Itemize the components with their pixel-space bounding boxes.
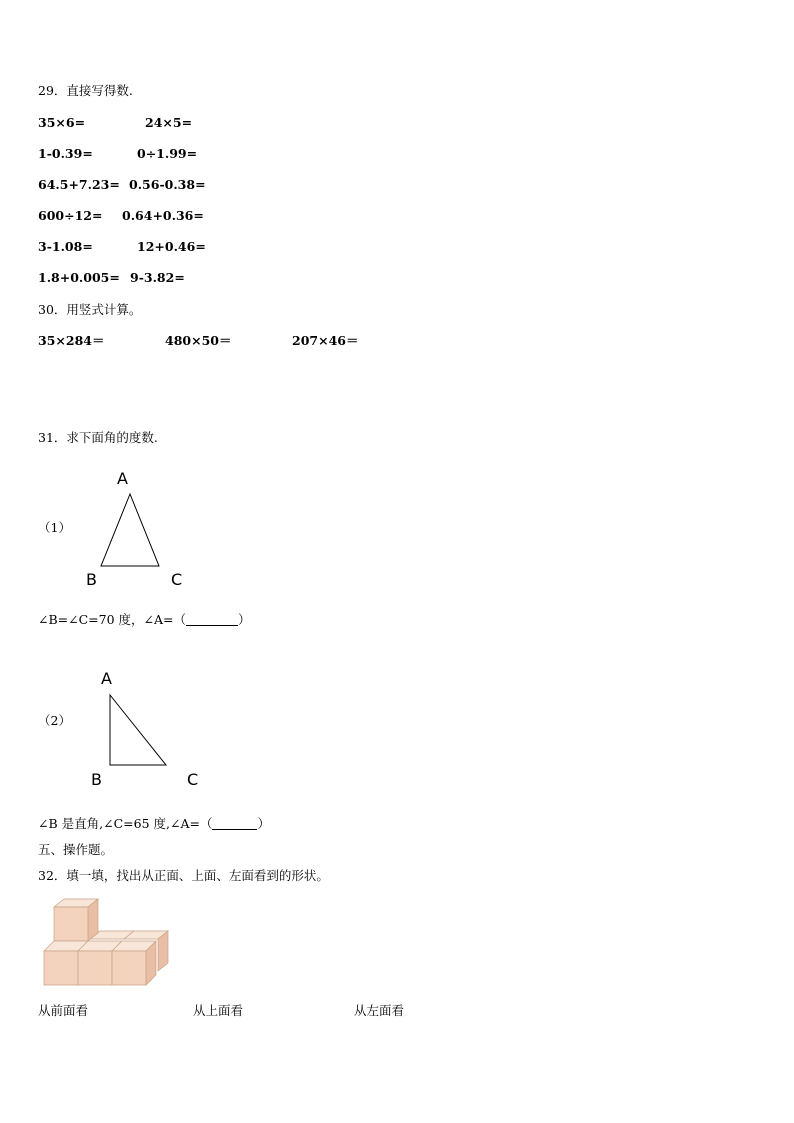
q31-part1-close: ）: [238, 612, 251, 627]
q29-r2-left: 1-0.39=: [38, 146, 93, 161]
q31-part2-text: ∠B 是直角,∠C=65 度,∠A=（: [38, 816, 213, 831]
triangle-1-vertex-a: A: [117, 469, 128, 488]
q31-part1-label: （1）: [38, 520, 71, 535]
q32-title: 32．填一填，找出从正面、上面、左面看到的形状。: [38, 868, 329, 883]
view-front-label: 从前面看: [38, 1003, 89, 1018]
triangle-1-vertex-c: C: [171, 570, 183, 589]
q29-r5-left: 3-1.08=: [38, 239, 93, 254]
view-top-label: 从上面看: [193, 1003, 244, 1018]
q29-r6-left: 1.8+0.005=: [38, 270, 120, 285]
cube-stack: [44, 899, 168, 985]
triangle-2-vertex-a: A: [101, 669, 112, 688]
q31-part1-question: [38, 612, 251, 628]
q29-r3-left: 64.5+7.23=: [38, 177, 120, 192]
q29-r4-left: 600÷12=: [38, 208, 103, 223]
q29-r5-right: 12+0.46=: [137, 239, 206, 254]
q31-part1-text: ∠B=∠C=70 度，∠A=（: [38, 612, 186, 627]
q29-r2-right: 0÷1.99=: [137, 146, 198, 161]
section5-title: 五、操作题。: [38, 842, 114, 857]
triangle-1: [101, 494, 159, 566]
q31-part2-question: [38, 816, 270, 832]
cube-stack-figure: [42, 897, 172, 989]
triangle-2: [110, 695, 166, 765]
q30-item-3: 207×46＝: [292, 333, 359, 348]
q30-item-1: 35×284＝: [38, 333, 105, 348]
q29-r3-right: 0.56-0.38=: [129, 177, 206, 192]
triangle-2-vertex-b: B: [91, 770, 102, 789]
q31-part2-label: （2）: [38, 713, 71, 728]
q31-title: 31．求下面角的度数.: [38, 430, 158, 445]
triangle-2-vertex-c: C: [187, 770, 199, 789]
q31-part2-close: ）: [257, 816, 270, 831]
q29-r6-right: 9-3.82=: [130, 270, 185, 285]
q29-r1-right: 24×5=: [145, 115, 193, 130]
q29-title: 29．直接写得数.: [38, 83, 133, 98]
q29-r1-left: 35×6=: [38, 115, 86, 130]
q30-item-2: 480×50＝: [165, 333, 232, 348]
q29-r4-right: 0.64+0.36=: [122, 208, 204, 223]
q31-part1-answer-blank[interactable]: [186, 613, 238, 626]
triangle-1-vertex-b: B: [86, 570, 97, 589]
view-left-label: 从左面看: [354, 1003, 405, 1018]
q30-title: 30．用竖式计算。: [38, 302, 142, 317]
q31-part2-answer-blank[interactable]: [212, 817, 257, 830]
